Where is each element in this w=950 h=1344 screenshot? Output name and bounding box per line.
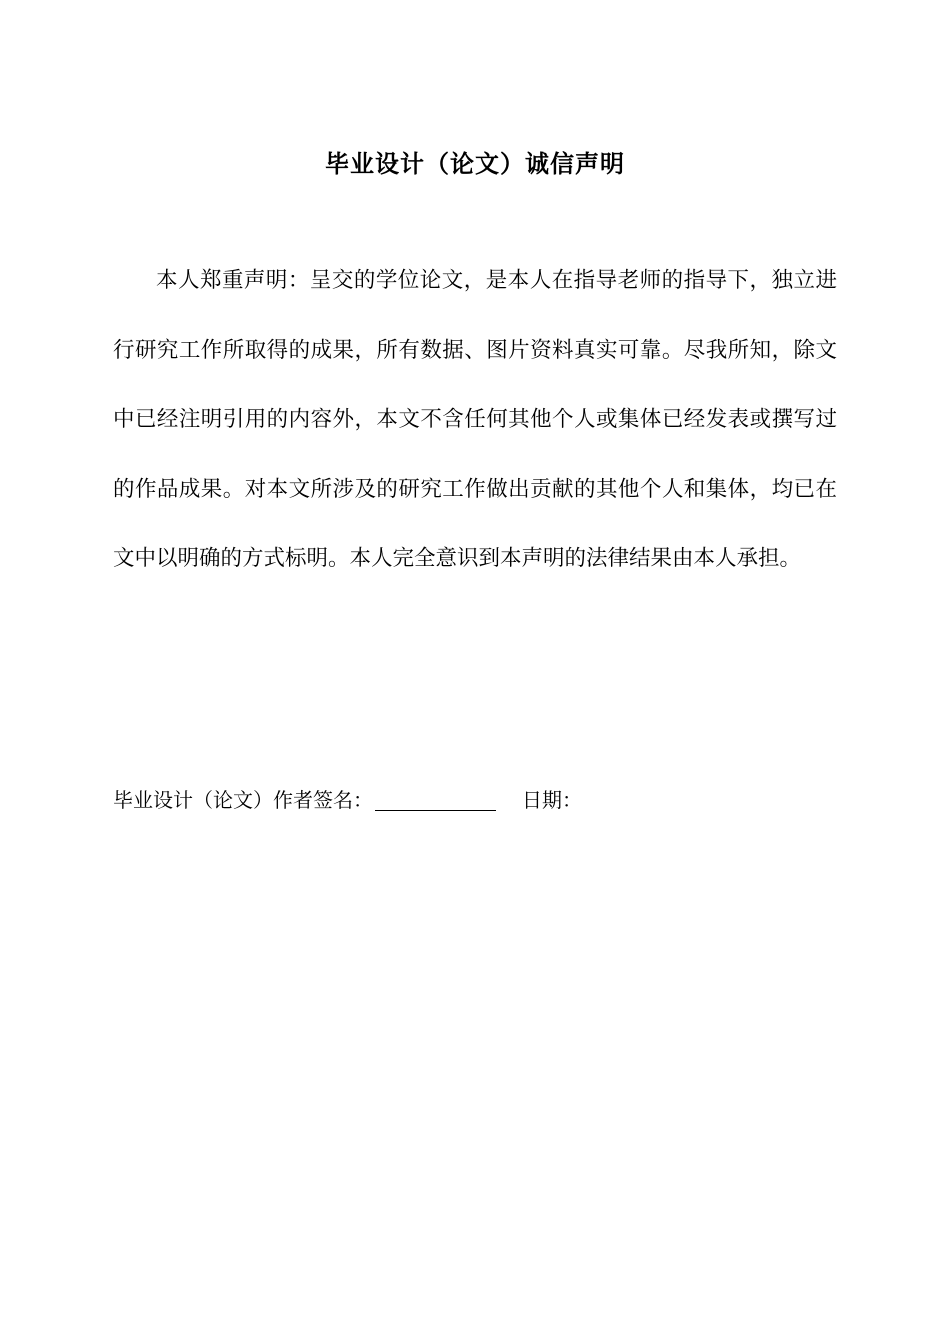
- signature-blank-line: [375, 786, 496, 811]
- signature-row: [113, 783, 837, 817]
- declaration-paragraph: 本人郑重声明：呈交的学位论文，是本人在指导老师的指导下，独立进行研究工作所取得的成果，所有数据、图片资料真实可靠。尽我所知，除文中已经注明引用的内容外，本文不含任何其他个人或集体已经发表或撰写过的作品成果。对本文所涉及的研究工作做出贡献的其他个人和集体，均已在文中以明确的方式标明。本人完全意识到本声明的法律结果由本人承担。: [113, 268, 837, 571]
- date-label: 日期：: [522, 788, 582, 812]
- signature-label: 毕业设计（论文）作者签名：: [113, 788, 373, 812]
- page-title: 毕业设计（论文）诚信声明: [325, 150, 625, 178]
